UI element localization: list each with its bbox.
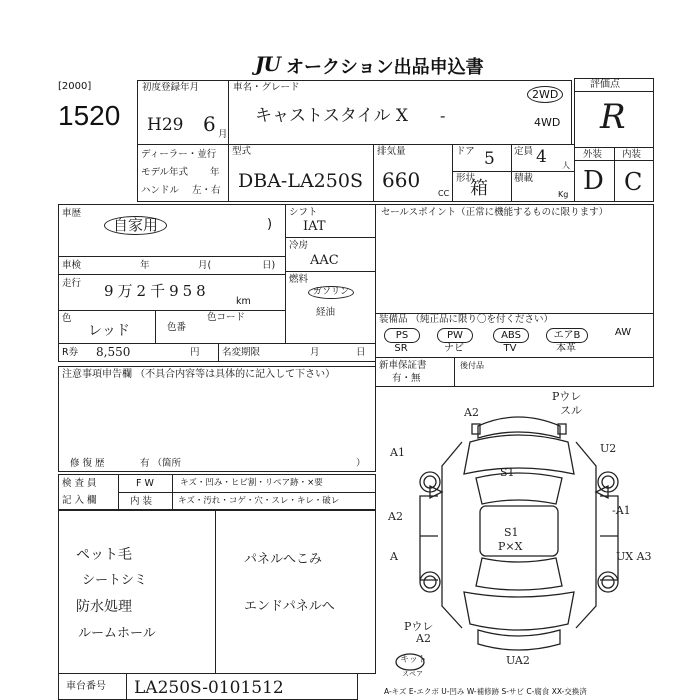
color-code-label: 色コード [207,312,246,323]
fuel-alt: 経油 [316,307,336,318]
inspector-label-1: 検 査 員 [62,478,97,489]
registration-label: 初度登録年月 [142,82,200,93]
car-name-label: 車名・グレード [233,82,300,93]
recycle-value: 8,550 [96,345,131,359]
model-year-label: モデル年式 [141,167,189,178]
capacity-label: 定員 [514,146,534,157]
auction-logo: JU [255,52,280,76]
mark-right-ux: UX A3 [616,550,652,563]
equipment-item: AW [614,327,632,338]
fw-label: F W [136,478,154,489]
usage-label: 車歴 [62,208,82,219]
color-label: 色 [62,313,72,324]
drive-4wd: 4WD [534,116,561,129]
shift-label: シフト [289,207,318,218]
mark-left-a1: A1 [390,446,405,459]
recycle-unit: 円 [190,347,200,358]
inspection-month-unit: 月( [198,260,212,271]
capacity-value: 4 [536,147,547,167]
aftermarket-label: 後付品 [460,361,484,370]
mileage-label: 走行 [62,278,82,289]
inspector-label-2: 記 入 欄 [62,495,97,506]
load-unit: Kg [558,190,569,199]
equipment-item: SR [394,343,408,354]
equipment-item: エアB [546,328,588,343]
page-title: オークション出品申込書 [286,57,484,78]
inspection-label: 車検 [62,260,82,271]
capacity-unit: 人 [562,161,570,170]
handle-opts: 左・右 [192,185,221,196]
mark-door-pox: P×X [498,540,523,553]
inspector-note: 防水処理 [76,599,132,615]
inspection-year-unit: 年 [140,260,150,271]
grade-value: R [600,97,626,137]
expiry-label: 名変期限 [222,347,261,358]
equipment-item: PS [384,328,420,343]
mileage-value: 9万2千958 [104,282,210,300]
color-number-label: 色番 [167,322,187,333]
chassis-label: 車台番号 [66,681,106,692]
mark-top-right-2: スル [560,404,582,417]
car-diagram [380,390,658,678]
mark-top-a2: A2 [464,406,479,419]
usage-value: 自家用 [104,216,167,235]
displacement-label: 排気量 [377,146,406,157]
mark-left-a2: A2 [388,510,403,523]
cc-unit: CC [438,189,450,198]
doors-label: ドア [456,146,475,157]
sales-point-box [375,204,654,314]
notes-box [58,366,376,472]
repair-close: ） [356,458,366,469]
mark-bottom-a2: A2 [416,632,431,645]
fw-items: キズ・凹み・ヒビ割・リペア跡・×要 [180,478,323,488]
sales-point-label: セールスポイント（正常に機能するものに限ります） [381,207,609,218]
mark-bottom-p: Pウレ [404,620,434,633]
doors-value: 5 [484,149,495,169]
expiry-day-unit: 日 [356,347,366,358]
interior-inspect-label: 内 装 [130,496,153,507]
exterior-grade: D [583,166,604,196]
damage-legend: A-キズ E-エクボ U-凹み W-補修跡 S-サビ C-腐食 XX-交換済 [384,687,587,696]
car-name-dash: - [440,106,446,125]
expiry-month-unit: 月 [310,347,320,358]
warranty-opts: 有・無 [392,373,421,384]
registration-month: 6 [203,112,216,136]
km-unit: km [236,296,251,307]
inspector-note: シートシミ [82,573,148,588]
year-unit: 年 [210,167,220,178]
shape-label: 形状 [456,173,476,184]
warranty-label: 新車保証書 [379,360,427,371]
interior-grade: C [624,168,643,196]
inspector-notes-box [58,510,376,674]
repair-label: 修 復 歴 [70,458,105,469]
lot-number: 1520 [58,100,121,131]
mark-top-right: Pウレ [552,390,582,403]
month-unit: 月 [218,129,228,140]
fuel-value: ガソリン [308,286,354,299]
displacement-value: 660 [382,168,421,192]
mark-left-a: A [390,550,398,563]
mark-bottom-ua2: UA2 [506,654,530,667]
grade-label: 評価点 [590,79,620,90]
drive-2wd: 2WD [527,86,563,103]
inspection-day-unit: 日) [262,260,276,271]
equipment-item: PW [437,328,473,343]
mark-spare: キット [400,655,427,665]
chassis-value: LA250S-0101512 [134,678,284,698]
color-value: レッド [88,323,130,339]
ac-label: 冷房 [289,240,309,251]
model-value: DBA-LA250S [238,170,363,192]
interior-items: キズ・汚れ・コゲ・穴・スレ・キレ・破レ [178,496,340,506]
load-label: 積載 [514,173,534,184]
recycle-label: R券 [62,347,79,358]
equipment-item: TV [503,343,517,354]
mark-right-a1: -A1 [612,504,631,517]
inspector-note: ペット毛 [76,547,132,563]
fuel-label: 燃料 [289,274,309,285]
inspector-note: ルームホール [78,626,156,641]
lot-prefix: [2000] [58,81,92,92]
inspector-note: パネルへこみ [244,552,323,567]
equipment-item: 本革 [556,343,576,354]
mark-roof-s1: S1 [500,466,515,479]
mark-spare-label: スペア [402,670,423,678]
equipment-item: ナビ [444,343,464,354]
equipment-item: ABS [493,328,529,343]
interior-label: 内装 [622,149,642,160]
repair-value: 有 （箇所 [140,458,182,469]
dealer-label: ディーラー・並行 [141,149,217,160]
shape-value: 箱 [470,178,488,199]
handle-label: ハンドル [141,185,180,196]
mark-door-s1: S1 [504,526,519,539]
model-label: 型式 [232,146,252,157]
shift-value: IAT [303,219,326,234]
aftermarket-cell [454,357,654,387]
mark-right-u2: U2 [600,442,617,455]
registration-year: H29 [147,115,184,135]
usage-close: ) [267,217,273,232]
exterior-label: 外装 [583,149,603,160]
inspector-note: エンドパネルへ [244,599,335,614]
car-name-value: キャストスタイル X [255,106,408,126]
ac-value: AAC [310,253,339,268]
equipment-label: 装備品 （純正品に限り〇を付ください） [379,314,554,325]
notes-label: 注意事項申告欄 （不具合内容等は具体的に記入して下さい） [62,369,336,380]
